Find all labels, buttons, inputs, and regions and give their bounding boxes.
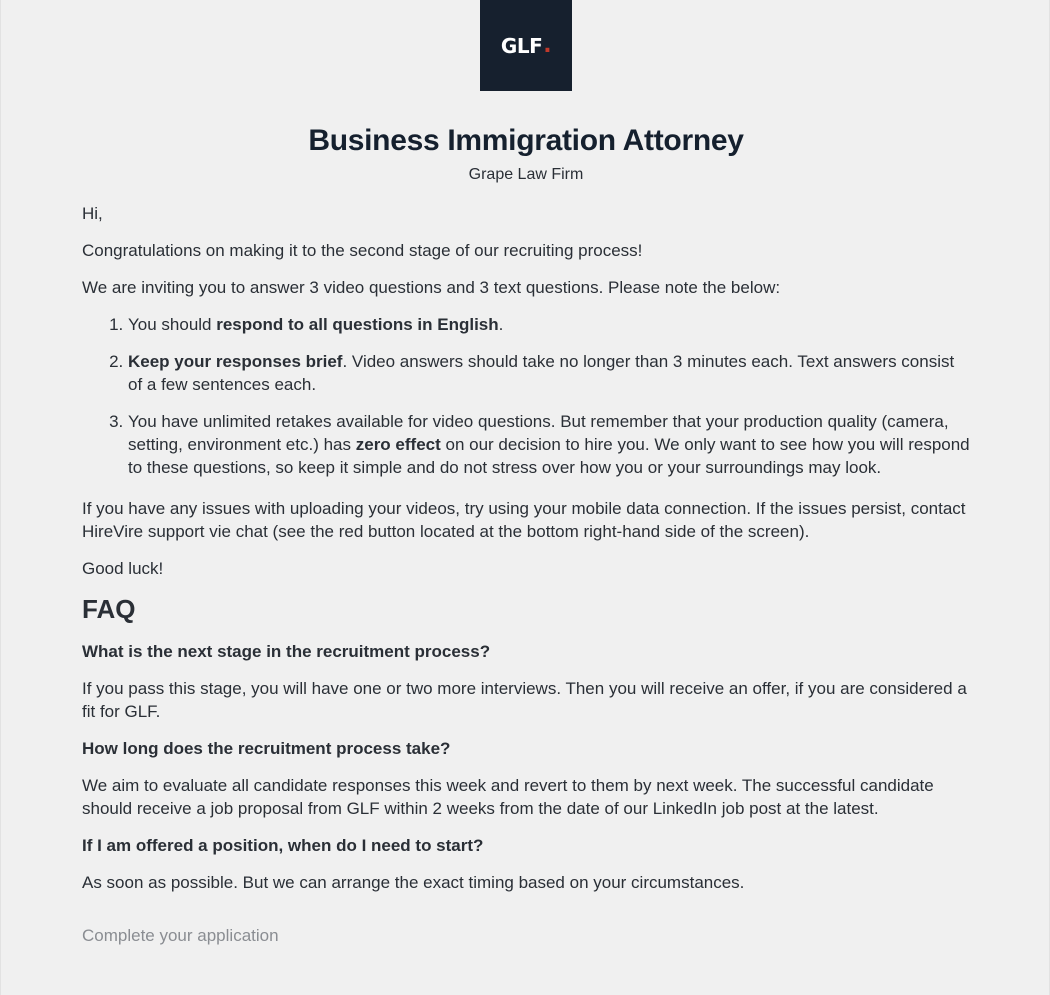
closing-text: Good luck! (82, 559, 164, 578)
greeting: Hi, (82, 204, 103, 223)
faq-answer: We aim to evaluate all candidate responses this week and revert to them by next week. The successful candidate should receive a job proposal from GLF within 2 weeks from the date of our LinkedIn job post at the latest. (82, 776, 934, 818)
note-text: . Video answers should take no longer than 3 minutes each. Text answers consist of a few sentences each. (128, 352, 955, 394)
note-text: on our decision to hire you. We only want to see how you will respond to these questions, so keep it simple and do not stress over how you or your surroundings may look. (128, 435, 970, 477)
faq-question: If I am offered a position, when do I need to start? (82, 836, 484, 855)
faq-heading: FAQ (82, 594, 136, 624)
congrats-text: Congratulations on making it to the second stage of our recruiting process! (82, 241, 643, 260)
logo-dot: . (543, 33, 552, 58)
faq-question: How long does the recruitment process take? (82, 739, 451, 758)
instructions-content (82, 202, 972, 961)
note-emphasis: zero effect (355, 435, 441, 454)
note-text: You should (128, 315, 217, 334)
note-item (128, 313, 972, 336)
faq-question: What is the next stage in the recruitment process? (82, 642, 491, 661)
support-text: If you have any issues with uploading your videos, try using your mobile data connection. If the issues persist, contact HireVire support vie chat (see the red button located at the bottom right-hand side of the screen). (82, 499, 966, 541)
invite-text: We are inviting you to answer 3 video questions and 3 text questions. Please note the below: (82, 278, 781, 297)
note-emphasis: respond to all questions in English (216, 315, 499, 334)
note-emphasis: Keep your responses brief (128, 352, 343, 371)
notes-list (82, 313, 972, 479)
note-text: . (498, 315, 504, 334)
note-item (128, 410, 972, 479)
company-logo (480, 0, 572, 91)
company-name: Grape Law Firm (468, 166, 584, 183)
note-text: You have unlimited retakes available for video questions. But remember that your production quality (camera, setting, environment etc.) has (128, 412, 949, 454)
note-item (128, 350, 972, 396)
job-title: Business Immigration Attorney (308, 124, 744, 157)
faq-answer: If you pass this stage, you will have one or two more interviews. Then you will receive an offer, if you are considered a fit for GLF. (82, 679, 967, 721)
logo-text: GLF (500, 33, 543, 58)
complete-application-link[interactable]: Complete your application (82, 926, 279, 945)
faq-answer: As soon as possible. But we can arrange the exact timing based on your circumstances. (82, 873, 745, 892)
